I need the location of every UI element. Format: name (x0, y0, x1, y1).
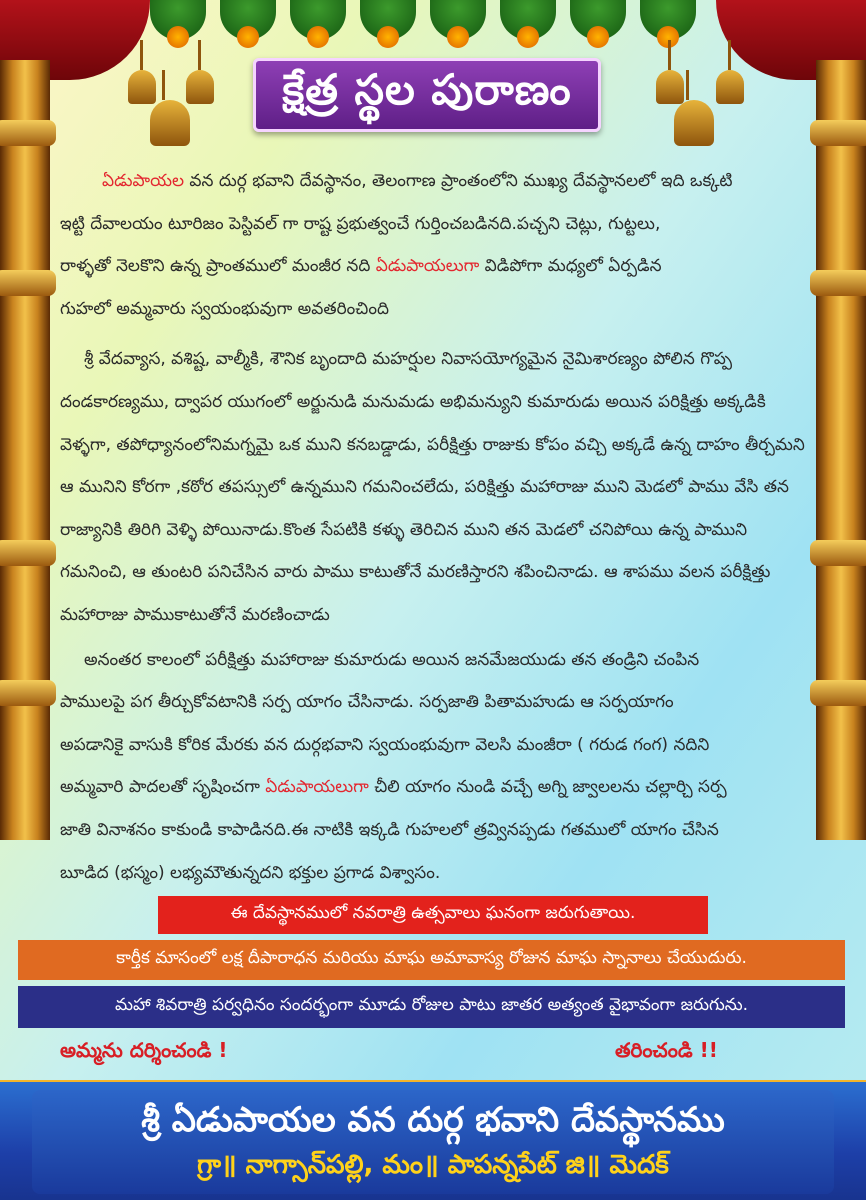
blessing-left: అమ్మను దర్శించండి ! (60, 1038, 228, 1062)
paragraph-2 (60, 338, 806, 636)
temple-address: గ్రా॥ నాగ్సాన్‌పల్లి, మం॥ పాపన్నపేట్ జి॥ మెదక్ (197, 1150, 669, 1180)
paragraph-text: అపడానికై వాసుకి కోరిక మేరకు వన దుర్గభవాని స్వయంభువుగా వెలసి మంజీరా ( గరుడ గంగ) నదిని (60, 734, 710, 755)
highlight-text: ఏడుపాయలుగా (265, 777, 369, 798)
footer (0, 1080, 866, 1200)
banner-text: మహా శివరాత్రి పర్వధినం సందర్భంగా మూడు రోజుల పాటు జాతర అత్యంత వైభావంగా జరుగును. (114, 995, 749, 1015)
paragraph-text: అమ్మవారి పాదలతో సృషించగా (60, 777, 266, 798)
highlight-text: ఏడుపాయల (102, 171, 184, 191)
paragraph-text: జాతి వినాశనం కాకుండి కాపాడినది.ఈ నాటికి ఇక్కడి గుహలలో త్రవ్వినప్పడు గతములో యాగం చేసిన (60, 819, 719, 840)
karthika-banner (18, 940, 845, 980)
paragraph-text: ఇట్టి దేవాలయం టూరిజం పెస్టివల్ గా రాష్ట ప్రభుత్వంచే గుర్తించబడినది.పచ్చని చెట్లు, గుట్టలు, (60, 213, 661, 234)
paragraph-text: బూడిద (భస్మం) లభ్యమౌతున్నదని భక్తుల ప్రగాడ విశ్వాసం. (60, 862, 441, 883)
bell-icon (128, 70, 156, 104)
paragraph-3 (60, 639, 806, 895)
bell-icon (150, 100, 190, 146)
paragraph-text: ఆ మునిని కోరగా ,కఠోర తపస్సులో ఉన్నముని గమనించలేదు, పరిక్షిత్తు మహారాజు ముని మెడలో పాము వేసి తన (60, 477, 789, 498)
paragraph-1 (60, 160, 806, 330)
banner-text: కార్తీక మాసంలో లక్ష దీపారాధన మరియు మాఘ అమావాస్య రోజున మాఘ స్నానాలు చేయుదురు. (116, 948, 747, 968)
paragraph-text: అనంతర కాలంలో పరీక్షిత్తు మహారాజు కుమారుడు అయిన జనమేజయుడు తన తండ్రిని చంపిన (84, 649, 700, 670)
pillar-left-decoration (0, 60, 50, 840)
story-content (60, 160, 806, 894)
paragraph-text: వన దుర్గ భవాని దేవస్థానం, తెలంగాణ ప్రాంతంలోని ముఖ్య దేవస్థానలలో ఇది ఒక్కటి (184, 171, 733, 191)
paragraph-text: శ్రీ వేదవ్యాస, వశిష్ట, వాల్మీకి, శౌనిక బృందాది మహర్షుల నివాసయోగ్యమైన నైమిశారణ్యం పోలిన గొప్ప (84, 349, 732, 370)
pillar-right-decoration (816, 60, 866, 840)
shivaratri-banner (18, 986, 845, 1028)
paragraph-text: గమనించి, ఆ తుంటరి పనిచేసిన వారు పాము కాటుతోనే మరణిస్తారని శపించినాడు. ఆ శాపము వలన పరీక్షిత్తు (60, 562, 771, 583)
bell-icon (716, 70, 744, 104)
title-banner (253, 58, 601, 132)
bell-icon (656, 70, 684, 104)
garland-decoration (150, 0, 716, 48)
bell-icon (674, 100, 714, 146)
highlight-text: ఏడుపాయలుగా (375, 256, 480, 277)
paragraph-text: రాళ్ళతో నెలకొని ఉన్న ప్రాంతములో మంజీర నది (60, 256, 376, 277)
paragraph-text: గుహలో అమ్మవారు స్వయంభువుగా అవతరించింది (60, 298, 389, 319)
paragraph-text: చీలి యాగం నుండి వచ్చే అగ్ని జ్వాలలను చల్లార్చి సర్ప (368, 777, 727, 798)
paragraph-text: పాములపై పగ తీర్చుకోవటానికి సర్ప యాగం చేసినాడు. సర్పజాతి పితామహుడు ఆ సర్పయాగం (60, 692, 674, 713)
temple-name: శ్రీ ఏడుపాయల వన దుర్గ భవాని దేవస్థానము (141, 1100, 725, 1140)
footer-panel (32, 1090, 834, 1194)
paragraph-text: దండకారణ్యము, ద్వాపర యుగంలో అర్జునుడి మనుమడు అభిమన్యుని కుమారుడు అయిన పరిక్షిత్తు అక్కడికి (60, 391, 766, 412)
page-title: క్షేత్ర స్థల పురాణం (282, 65, 572, 114)
navaratri-banner (158, 896, 708, 934)
blessing-right: తరించండి !! (615, 1038, 718, 1062)
paragraph-text: వెళ్ళగా, తపోధ్యానంలోనిమగ్నమై ఒక ముని కనబడ్డాడు, పరీక్షిత్తు రాజుకు కోపం వచ్చి అక్కడే ఉన్న దాహం తీర్చమని (60, 434, 805, 455)
paragraph-text: మహారాజు పాముకాటుతోనే మరణించాడు (60, 604, 330, 625)
banner-text: ఈ దేవస్థానములో నవరాత్రి ఉత్సవాలు ఘనంగా జరుగుతాయి. (230, 903, 636, 923)
paragraph-text: విడిపోగా మధ్యలో ఏర్పడిన (479, 256, 662, 277)
bell-icon (186, 70, 214, 104)
paragraph-text: రాజ్యానికి తిరిగి వెళ్ళి పోయినాడు.కొంత సేపటికి కళ్ళు తెరిచిన ముని తన మెడలో చనిపోయి ఉన్న పాముని (60, 519, 748, 540)
